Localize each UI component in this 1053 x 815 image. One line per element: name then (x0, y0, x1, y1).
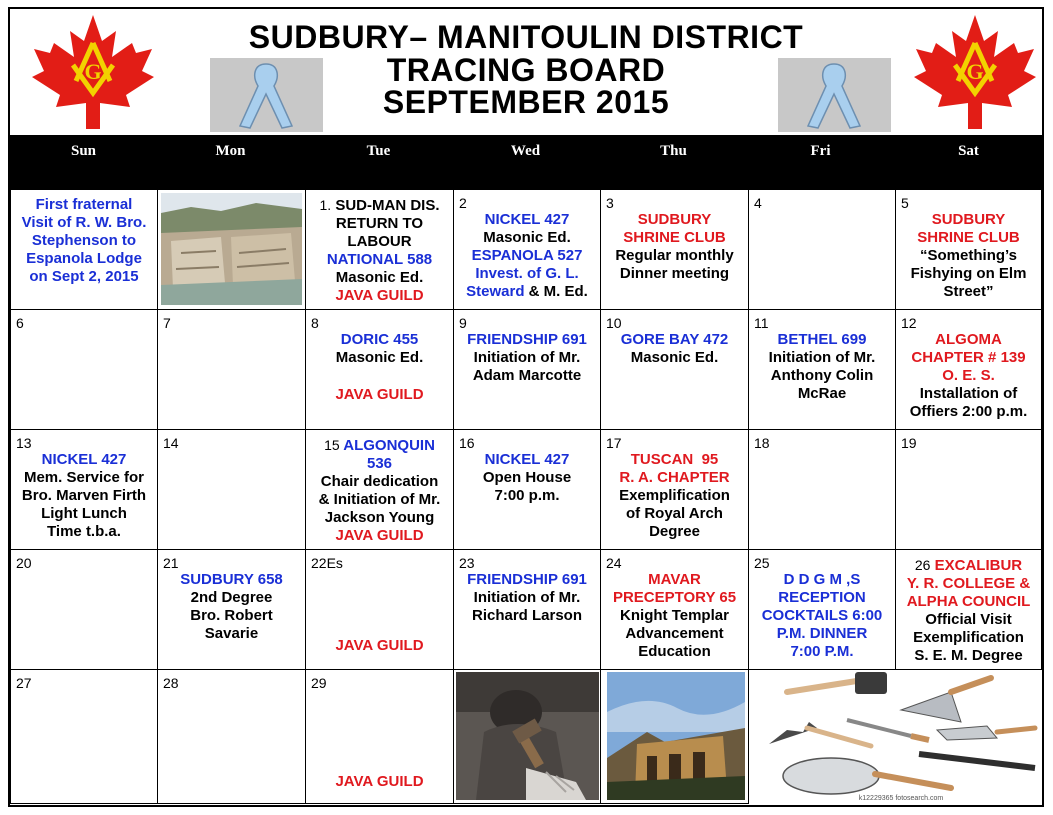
calendar-cell (896, 190, 1042, 310)
ruins-photo (607, 672, 745, 800)
weekday-mon: Mon (215, 143, 246, 159)
weekday-header-row (10, 135, 1042, 190)
day-number: 29 (311, 675, 327, 691)
day-number: 11 (754, 315, 769, 331)
day-number: 23 (459, 555, 475, 571)
calendar-cell (601, 190, 749, 310)
calendar-cell (10, 430, 158, 550)
calendar-cell (454, 670, 601, 804)
svg-text:G: G (966, 59, 984, 84)
calendar-cell (749, 190, 896, 310)
calendar-cell (896, 310, 1042, 430)
event-text: FRIENDSHIP 691 Initiation of Mr. Richard Larson (467, 571, 587, 624)
calendar-header (10, 9, 1042, 135)
calendar-cell (896, 430, 1042, 550)
event-text: 26 EXCALIBUR Y. R. COLLEGE & ALPHA COUNCIL Official Visit Exemplification S. E. M. Degree (906, 557, 1031, 664)
day-number: 22Es (311, 555, 343, 571)
calendar-cell (158, 310, 306, 430)
calendar-cell (454, 430, 601, 550)
event-text: FRIENDSHIP 691 Initiation of Mr. Adam Marcotte (467, 331, 587, 384)
day-number: 6 (16, 315, 24, 331)
event-text: NICKEL 427 Masonic Ed. ESPANOLA 527 Invest. of G. L. Steward & M. Ed. (466, 211, 588, 300)
day-number: 12 (901, 315, 917, 331)
day-number: 26 (914, 557, 931, 573)
day-number: 10 (606, 315, 622, 331)
calendar-cell (10, 310, 158, 430)
calendar-grid (10, 190, 1042, 804)
day-number: 17 (606, 435, 622, 451)
calendar-cell (749, 430, 896, 550)
day-number: 20 (16, 555, 32, 571)
day-number: 15 (324, 437, 340, 453)
day-number: 9 (459, 315, 467, 331)
mason-tools-illustration (751, 672, 1040, 802)
calendar-cell (601, 430, 749, 550)
calendar-cell (454, 310, 601, 430)
calendar-cell (306, 430, 454, 550)
calendar-cell (601, 310, 749, 430)
day-number: 28 (163, 675, 179, 691)
calendar-cell (306, 310, 454, 430)
quarry-photo (161, 193, 302, 305)
calendar-cell (749, 670, 1042, 804)
event-text: SUDBURY SHRINE CLUB “Something’s Fishying on Elm Street” (910, 211, 1027, 300)
day-number: 19 (901, 435, 917, 451)
weekday-fri: Fri (810, 143, 831, 159)
stone-carver-photo (456, 672, 599, 800)
event-text: NICKEL 427 Open House 7:00 p.m. (482, 451, 572, 504)
day-number: 8 (311, 315, 319, 331)
title-line-board: TRACING BOARD (386, 52, 666, 88)
title-line-month: SEPTEMBER 2015 (382, 84, 670, 120)
day-number: 25 (754, 555, 770, 571)
illustration-caption: k12229365 fotosearch.com (858, 795, 944, 802)
calendar-cell (306, 670, 454, 804)
day-number: 16 (459, 435, 475, 451)
calendar-cell (158, 670, 306, 804)
weekday-thu: Thu (660, 143, 687, 159)
calendar-cell (10, 670, 158, 804)
event-text: TUSCAN 95 R. A. CHAPTER Exemplification of Royal Arch Degree (619, 451, 730, 540)
event-text: GORE BAY 472 Masonic Ed. (620, 331, 729, 366)
calendar-cell (10, 190, 158, 310)
svg-text:G: G (84, 59, 102, 84)
maple-leaf-masonic-emblem-icon (910, 13, 1040, 131)
event-text: BETHEL 699 Initiation of Mr. Anthony Colin McRae (768, 331, 876, 402)
weekday-sun: Sun (70, 143, 97, 159)
event-text: NICKEL 427 Mem. Service for Bro. Marven Firth Light Lunch Time t.b.a. (21, 451, 147, 540)
calendar-cell (158, 430, 306, 550)
day-number: 14 (163, 435, 179, 451)
day-number: 5 (901, 195, 909, 211)
event-text: 15 ALGONQUIN 536 Chair dedication & Initiation of Mr. Jackson Young JAVA GUILD (318, 437, 441, 544)
day-number: 24 (606, 555, 622, 571)
event-text: D D G M ,S RECEPTION COCKTAILS 6:00 P.M. DINNER 7:00 P.M. (761, 571, 883, 660)
day-number: 3 (606, 195, 614, 211)
event-text: ALGOMA CHAPTER # 139 O. E. S. Installation of Offiers 2:00 p.m. (909, 331, 1028, 420)
event-text: DORIC 455 Masonic Ed. JAVA GUILD (335, 331, 424, 403)
awareness-ribbon-icon (778, 58, 891, 132)
calendar-cell (306, 190, 454, 310)
calendar-cell (10, 550, 158, 670)
day-number: 21 (163, 555, 179, 571)
calendar-cell (158, 190, 306, 310)
day-number: 4 (754, 195, 762, 211)
title-line-district: SUDBURY– MANITOULIN DISTRICT (248, 19, 804, 55)
calendar-cell (601, 670, 749, 804)
event-text: First fraternal Visit of R. W. Bro. Stephenson to Espanola Lodge on Sept 2, 2015 (21, 196, 147, 285)
day-number: 13 (16, 435, 32, 451)
day-number: 2 (459, 195, 467, 211)
event-text: 1. SUD-MAN DIS. RETURN TO LABOUR NATIONAL 588 Masonic Ed. JAVA GUILD (319, 197, 440, 304)
day-number: 7 (163, 315, 171, 331)
day-number: 27 (16, 675, 32, 691)
calendar-cell (749, 550, 896, 670)
day-number: 18 (754, 435, 770, 451)
weekday-sat: Sat (958, 143, 979, 159)
event-text: SUDBURY 658 2nd Degree Bro. Robert Savarie (180, 571, 283, 642)
calendar-cell (749, 310, 896, 430)
weekday-tue: Tue (366, 143, 391, 159)
calendar-cell (158, 550, 306, 670)
weekday-wed: Wed (510, 143, 541, 159)
calendar-cell (896, 550, 1042, 670)
calendar-cell (601, 550, 749, 670)
calendar-cell (454, 190, 601, 310)
event-text: JAVA GUILD (335, 773, 424, 790)
event-text: SUDBURY SHRINE CLUB Regular monthly Dinner meeting (615, 211, 734, 282)
event-text: MAVAR PRECEPTORY 65 Knight Templar Advancement Education (612, 571, 737, 660)
event-text: JAVA GUILD (335, 637, 424, 654)
calendar-cell (306, 550, 454, 670)
calendar-cell (454, 550, 601, 670)
day-number: 1. (319, 197, 332, 213)
